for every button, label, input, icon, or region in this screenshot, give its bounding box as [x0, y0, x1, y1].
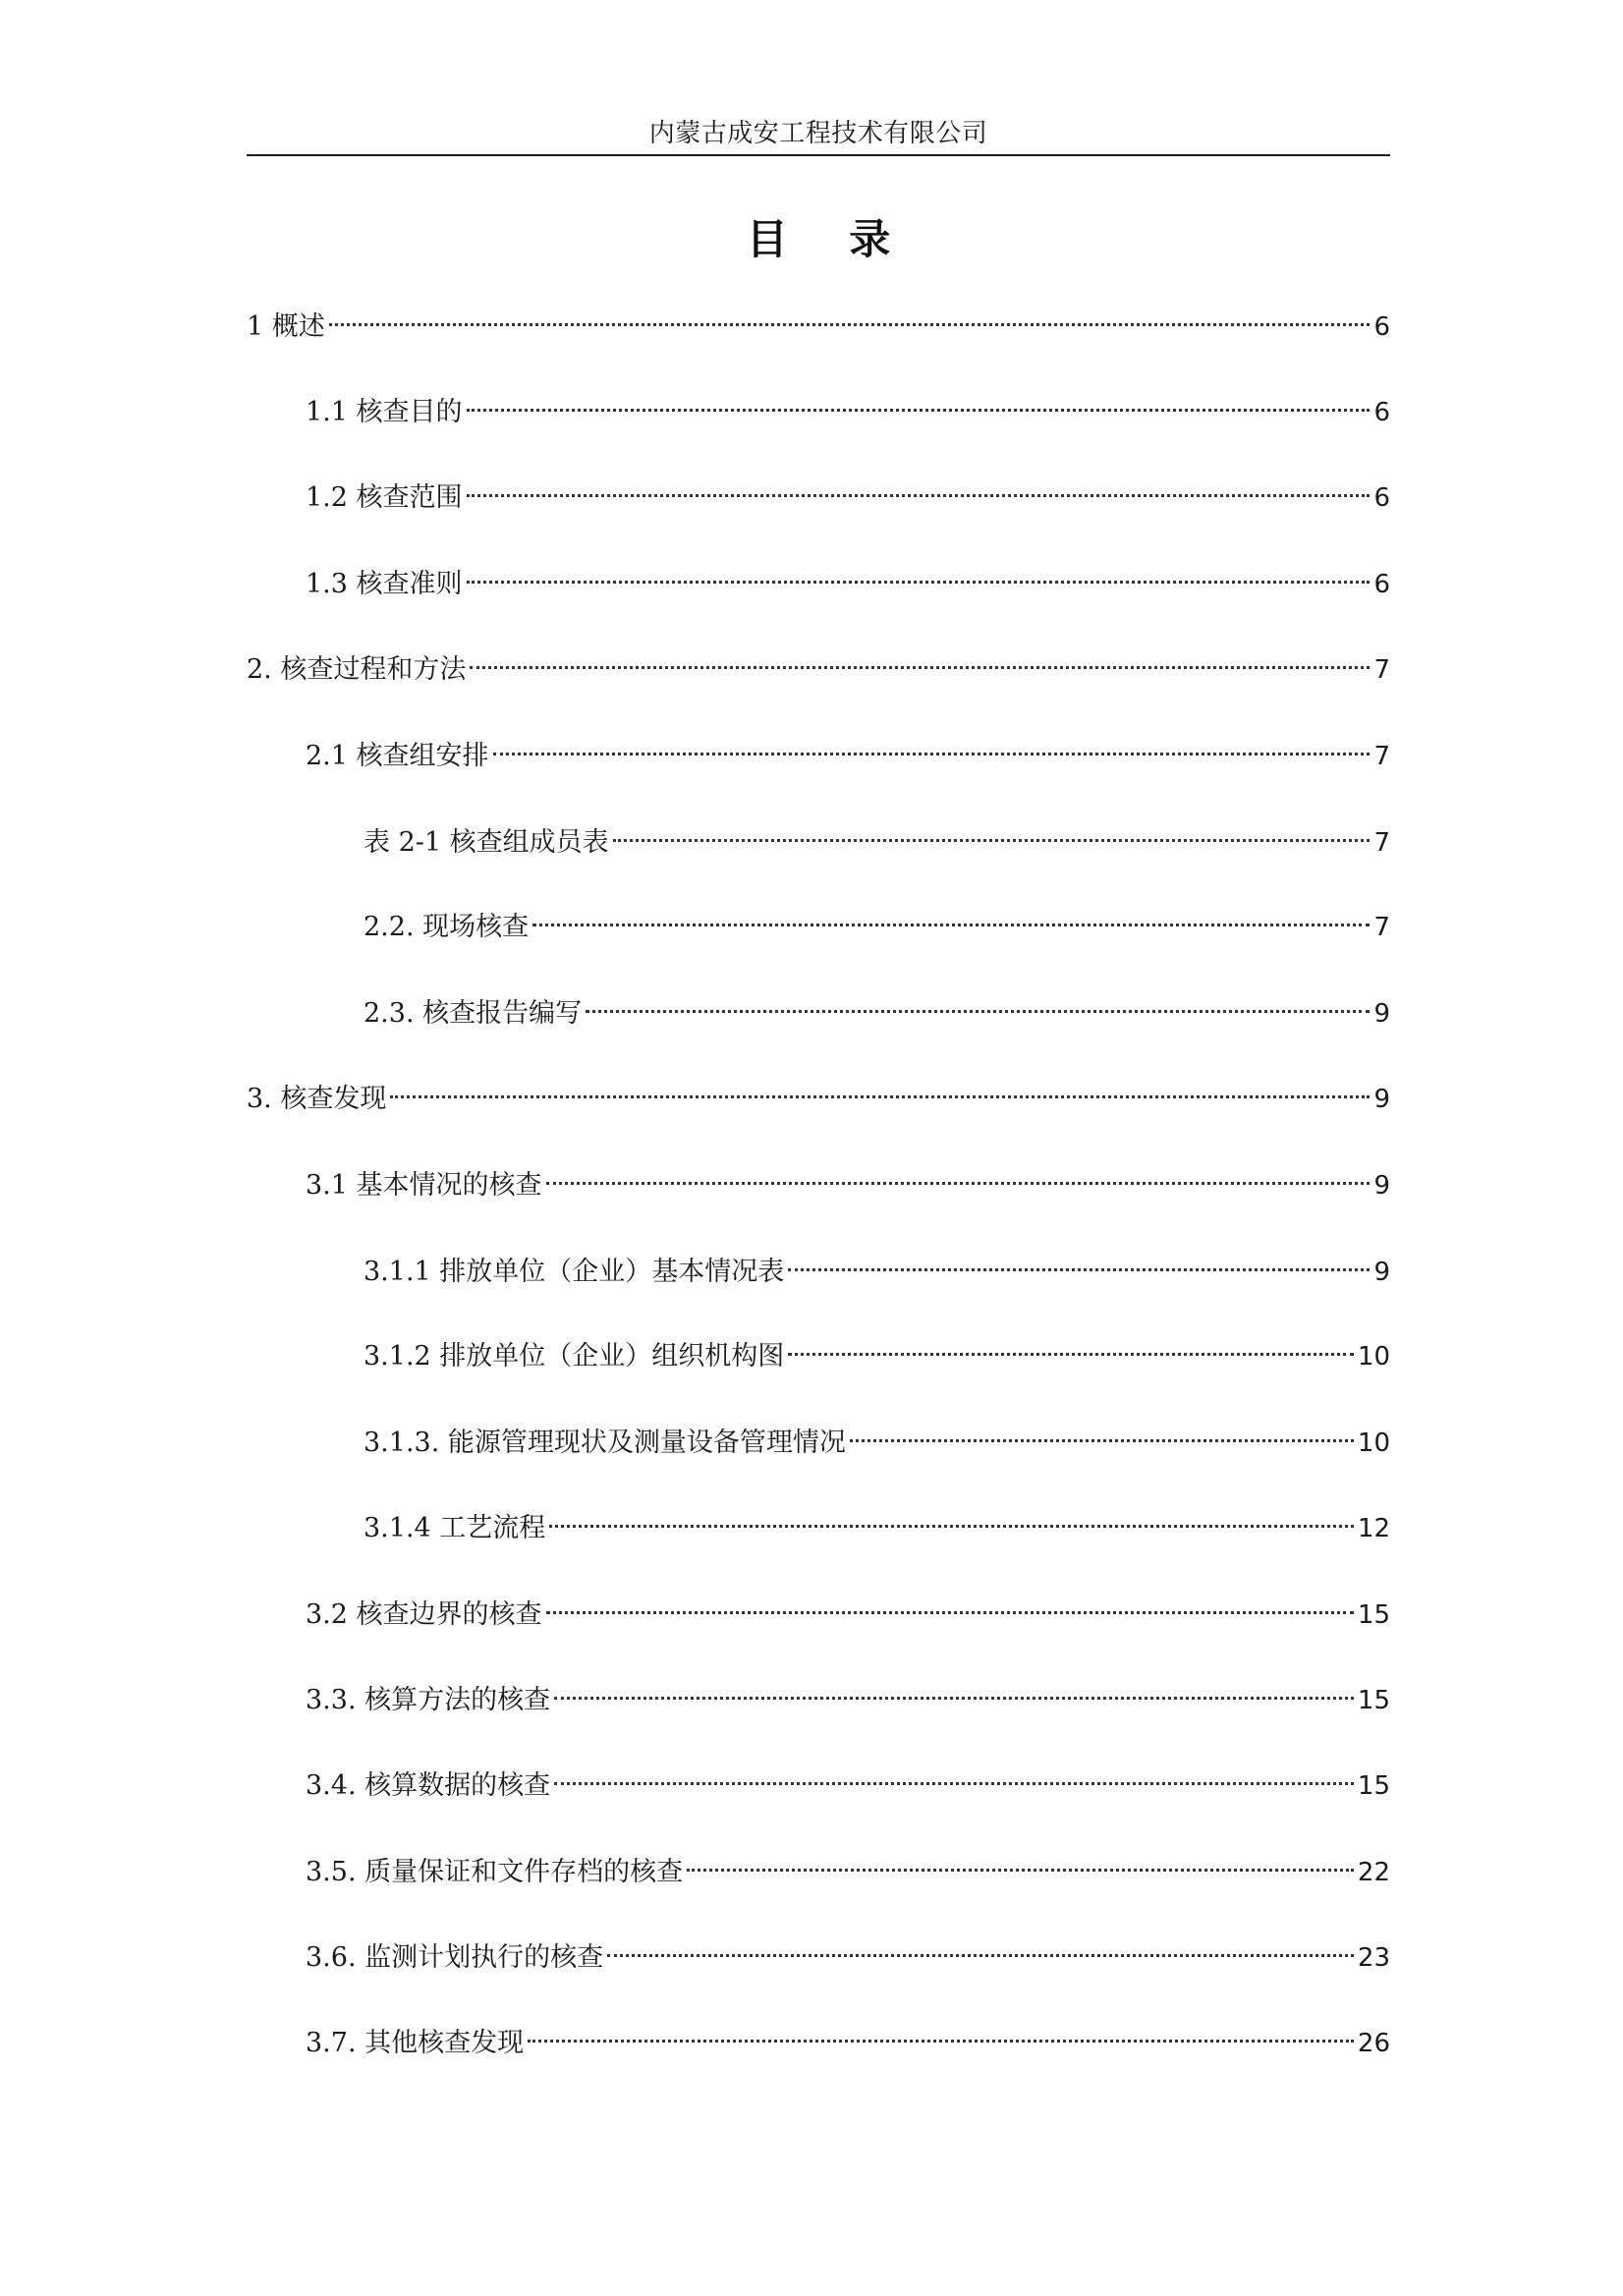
toc-entry-page: 6 [1373, 483, 1390, 513]
toc-entry-label: 能源管理现状及测量设备管理情况 [447, 1428, 846, 1458]
toc-entry-3-1-1[interactable] [364, 1251, 1390, 1294]
toc-dot-leader [467, 409, 1371, 412]
toc-entry-number: 3.1 [306, 1170, 357, 1201]
toc-entry-3-6[interactable] [306, 1936, 1390, 1980]
toc-dot-leader [546, 1182, 1371, 1185]
toc-entry-page: 26 [1357, 2029, 1390, 2058]
toc-dot-leader [586, 1010, 1370, 1013]
toc-entry-number: 3.3. [306, 1685, 365, 1715]
toc-entry-number: 3.1.1 [364, 1257, 440, 1287]
toc-entry-label: 工艺流程 [439, 1513, 546, 1543]
toc-entry-label: 核算方法的核查 [364, 1685, 551, 1715]
toc-entry-number: 3.7. [306, 2028, 365, 2058]
toc-entry-label: 排放单位（企业）基本情况表 [439, 1257, 785, 1287]
toc-entry-page: 7 [1373, 655, 1390, 685]
toc-entry-number: 1.1 [306, 397, 357, 427]
toc-entry-number: 1 [247, 311, 272, 342]
toc-dot-leader [850, 1439, 1354, 1442]
toc-entry-label: 核查范围 [356, 482, 463, 513]
toc-dot-leader [788, 1268, 1370, 1271]
toc-entry-page: 6 [1373, 570, 1390, 599]
toc-entry-label: 核查准则 [356, 569, 463, 599]
toc-entry-label: 核查报告编写 [422, 998, 583, 1029]
toc-entry-page: 22 [1357, 1858, 1390, 1887]
toc-dot-leader [467, 581, 1371, 584]
toc-entry-label: 核算数据的核查 [364, 1770, 551, 1801]
toc-dot-leader [788, 1353, 1354, 1356]
toc-dot-leader [467, 494, 1371, 497]
toc-dot-leader [528, 2040, 1354, 2043]
toc-entry-3-1-3[interactable] [364, 1422, 1390, 1465]
toc-dot-leader [613, 839, 1371, 842]
toc-dot-leader [532, 924, 1370, 926]
toc-entry-3-4[interactable] [306, 1764, 1390, 1808]
toc-entry-label: 核查组成员表 [449, 827, 609, 858]
toc-entry-number: 3.5. [306, 1857, 365, 1887]
toc-entry-page: 9 [1373, 1085, 1390, 1114]
toc-title: 目 录 [746, 215, 915, 263]
toc-entry-number: 2. [247, 654, 281, 685]
toc-entry-number: 1.2 [306, 482, 357, 513]
toc-entry-label: 核查过程和方法 [280, 654, 467, 685]
toc-entry-3-2[interactable] [306, 1594, 1390, 1637]
toc-entry-page: 7 [1373, 742, 1390, 771]
toc-entry-3-1[interactable] [306, 1164, 1390, 1207]
toc-entry-number: 3.1.2 [364, 1341, 440, 1372]
toc-entry-label: 其他核查发现 [364, 2028, 525, 2058]
toc-entry-3-1-4[interactable] [364, 1507, 1390, 1550]
toc-entry-page: 7 [1373, 913, 1390, 942]
toc-dot-leader [687, 1869, 1354, 1872]
toc-entry-label: 质量保证和文件存档的核查 [364, 1857, 684, 1887]
toc-entry-page: 15 [1357, 1686, 1390, 1715]
toc-entry-page: 9 [1373, 1171, 1390, 1201]
toc-entry-number: 2.2. [364, 912, 423, 942]
toc-entry-page: 6 [1373, 398, 1390, 427]
toc-entry-page: 15 [1357, 1771, 1390, 1801]
toc-entry-number: 3.1.3. [364, 1428, 448, 1458]
toc-entry-page: 7 [1373, 828, 1390, 858]
toc-entry-label: 监测计划执行的核查 [364, 1942, 604, 1973]
toc-entry-page: 10 [1357, 1428, 1390, 1458]
toc-entry-3-7[interactable] [306, 2022, 1390, 2065]
toc-entry-number: 3.6. [306, 1942, 365, 1973]
toc-entry-2-1[interactable] [306, 735, 1390, 778]
toc-entry-number: 3. [247, 1084, 281, 1114]
toc-entry-3-5[interactable] [306, 1851, 1390, 1894]
toc-entry-label: 现场核查 [422, 912, 530, 942]
toc-entry-page: 15 [1357, 1600, 1390, 1630]
toc-entry-1-1[interactable] [306, 391, 1390, 434]
toc-entry-page: 12 [1357, 1514, 1390, 1543]
toc-dot-leader [546, 1611, 1354, 1614]
toc-entry-3[interactable] [247, 1078, 1390, 1121]
toc-entry-number: 3.4. [306, 1770, 365, 1801]
toc-entry-page: 6 [1373, 312, 1390, 342]
toc-dot-leader [390, 1095, 1370, 1098]
toc-dot-leader [493, 753, 1371, 756]
toc-dot-leader [554, 1782, 1354, 1785]
toc-entry-page: 9 [1373, 999, 1390, 1029]
toc-entry-1-2[interactable] [306, 476, 1390, 520]
toc-entry-page: 23 [1357, 1943, 1390, 1973]
toc-dot-leader [607, 1954, 1354, 1957]
toc-entry-label: 核查目的 [356, 397, 463, 427]
toc-entry-number: 3.2 [306, 1599, 357, 1630]
toc-entry-label: 概述 [271, 311, 325, 342]
toc-entry-number: 2.3. [364, 998, 423, 1029]
toc-dot-leader [470, 666, 1370, 669]
toc-entry-number: 表 2-1 [364, 827, 450, 858]
toc-entry-2-2[interactable] [364, 906, 1390, 949]
toc-entry-label: 基本情况的核查 [356, 1170, 542, 1201]
toc-dot-leader [329, 323, 1371, 326]
toc-entry-number: 3.1.4 [364, 1513, 440, 1543]
toc-entry-label: 核查组安排 [356, 741, 489, 771]
toc-entry-label: 排放单位（企业）组织机构图 [439, 1341, 785, 1372]
toc-entry-3-3[interactable] [306, 1679, 1390, 1722]
toc-dot-leader [554, 1697, 1354, 1700]
toc-entry-page: 10 [1357, 1342, 1390, 1372]
toc-entry-page: 9 [1373, 1258, 1390, 1287]
toc-dot-leader [549, 1525, 1354, 1528]
toc-entry-label: 核查发现 [280, 1084, 387, 1114]
toc-entry-1-3[interactable] [306, 563, 1390, 606]
toc-entry-number: 2.1 [306, 741, 357, 771]
toc-entry-1[interactable] [247, 306, 1390, 349]
page-header-company: 内蒙古成安工程技术有限公司 [648, 119, 988, 148]
toc-entry-table-2-1[interactable] [364, 821, 1390, 865]
toc-entry-3-1-2[interactable] [364, 1335, 1390, 1378]
toc-entry-2[interactable] [247, 648, 1390, 692]
toc-entry-number: 1.3 [306, 569, 357, 599]
toc-entry-label: 核查边界的核查 [356, 1599, 542, 1630]
toc-entry-2-3[interactable] [364, 992, 1390, 1036]
